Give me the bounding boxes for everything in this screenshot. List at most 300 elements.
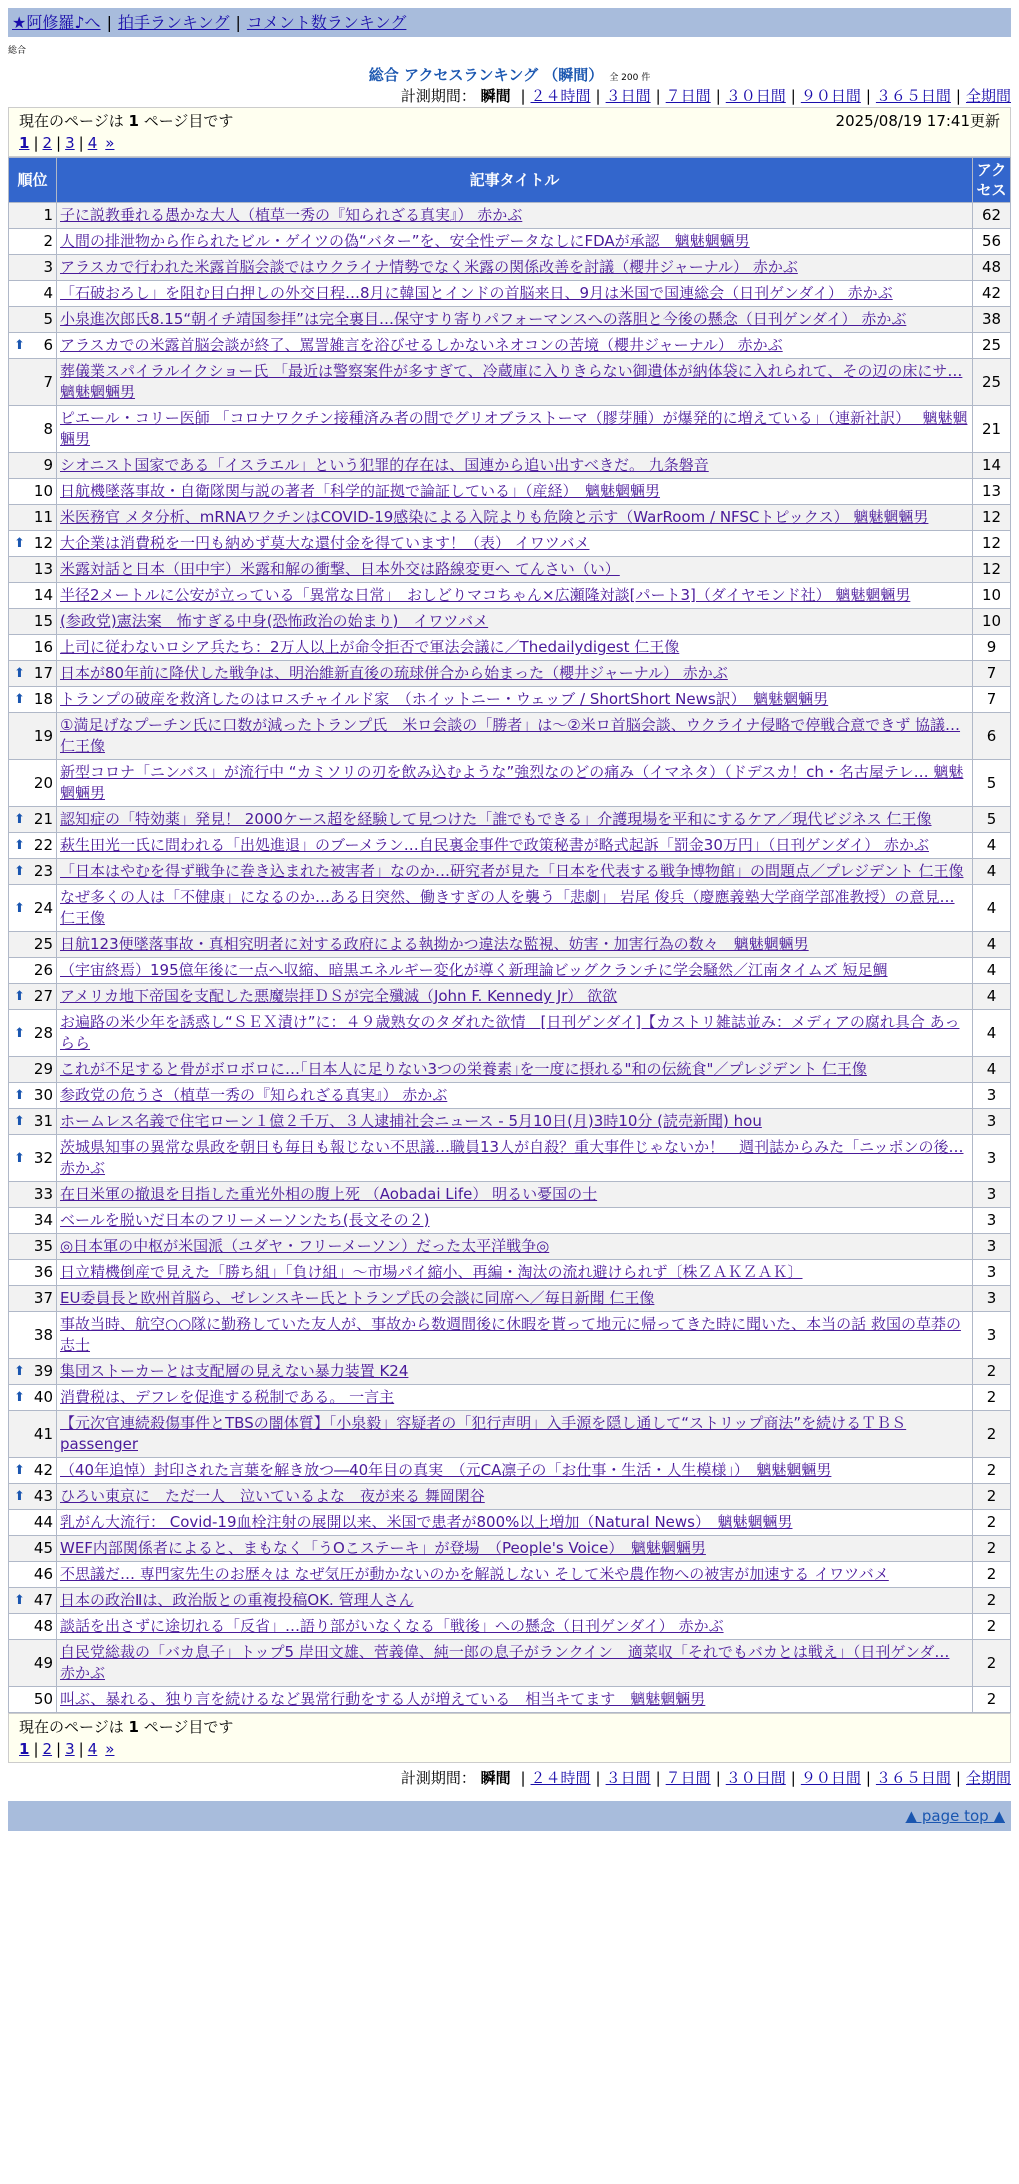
table-row [9, 958, 1011, 984]
rank-number: 9 [43, 456, 53, 474]
article-link[interactable]: ひろい東京に ただ一人 泣いているよな 夜が来る 舞岡閑谷 [60, 1487, 485, 1505]
access-count: 5 [973, 807, 1011, 833]
table-row [9, 984, 1011, 1010]
separator: | [790, 1769, 796, 1787]
rank-cell [9, 359, 57, 406]
period-option-link[interactable]: ７日間 [665, 87, 711, 105]
access-count: 5 [973, 760, 1011, 807]
col-title-header: 記事タイトル [57, 158, 973, 203]
table-row [9, 1286, 1011, 1312]
table-row [9, 1359, 1011, 1385]
rank-cell [9, 984, 57, 1010]
article-link[interactable]: お遍路の米少年を誘惑し“ＳＥＸ漬け”に：４９歳熟女のタダれた欲情 [日刊ゲンダイ]【カストリ雑誌並み：メディアの腐れ具合 あっらら [60, 1013, 960, 1052]
ranking-table-body [9, 203, 1011, 1713]
page-info-box-top [8, 107, 1011, 157]
title-cell [57, 505, 973, 531]
rank-cell [9, 229, 57, 255]
rank-number: 34 [33, 1211, 53, 1229]
article-link[interactable]: ①満足げなプーチン氏に口数が減ったトランプ氏 米ロ会談の「勝者」は～②米ロ首脳会談、ウクライナ侵略で停戦合意できず 協議… 仁王像 [60, 716, 961, 755]
rank-number: 10 [33, 482, 53, 500]
rank-number: 27 [33, 987, 53, 1005]
article-link[interactable]: 新型コロナ「ニンバス」が流行中 “カミソリの刃を飲み込むような”強烈なのどの痛み（イマネタ）（ドデスカ！ch・名古屋テレ… 魑魅魍魎男 [60, 763, 964, 802]
table-row [9, 1208, 1011, 1234]
period-option-link[interactable]: ３日間 [605, 1769, 651, 1787]
access-count: 9 [973, 635, 1011, 661]
title-cell [57, 1588, 973, 1614]
separator: | [655, 87, 661, 105]
table-header-row [9, 158, 1011, 203]
access-count: 13 [973, 479, 1011, 505]
title-cell [57, 833, 973, 859]
page-link[interactable]: 3 [65, 134, 75, 152]
table-row [9, 713, 1011, 760]
rank-cell [9, 557, 57, 583]
rank-number: 33 [33, 1185, 53, 1203]
table-row [9, 1312, 1011, 1359]
separator: | [595, 87, 601, 105]
title-cell [57, 1562, 973, 1588]
access-count: 3 [973, 1312, 1011, 1359]
rank-number: 1 [43, 206, 53, 224]
article-link[interactable]: ホームレス名義で住宅ローン１億２千万、３人逮捕社会ニュース - 5月10日(月)3時10分 (読売新聞) hou [60, 1112, 762, 1130]
access-count: 3 [973, 1234, 1011, 1260]
rank-number: 11 [33, 508, 53, 526]
table-row [9, 635, 1011, 661]
page-title-line [8, 65, 1011, 85]
table-row [9, 406, 1011, 453]
separator: | [955, 87, 961, 105]
period-option-link[interactable]: ３６５日間 [875, 87, 951, 105]
article-link[interactable]: 日航123便墜落事故・真相究明者に対する政府による執拗かつ違法な監視、妨害・加害行為の数々 魑魅魍魎男 [60, 935, 809, 953]
article-link[interactable]: 小泉進次郎氏8.15“朝イチ靖国参拝”は完全裏目…保守すり寄りパフォーマンスへの落胆と今後の懸念（日刊ゲンダイ） 赤かぶ [60, 310, 907, 328]
table-row [9, 307, 1011, 333]
rank-number: 50 [33, 1690, 53, 1708]
rank-up-arrow-icon: ⬆ [14, 1390, 25, 1405]
article-link[interactable]: 集団ストーカーとは支配層の見えない暴力装置 K24 [60, 1362, 409, 1380]
title-cell [57, 807, 973, 833]
ranking-table [8, 157, 1011, 1713]
rank-number: 36 [33, 1263, 53, 1281]
table-row [9, 859, 1011, 885]
article-link[interactable]: 「日本はやむを得ず戦争に巻き込まれた被害者」なのか…研究者が見た「日本を代表する戦争博物館」の問題点／プレジデント 仁王像 [60, 862, 964, 880]
table-row [9, 1083, 1011, 1109]
rank-number: 37 [33, 1289, 53, 1307]
title-cell [57, 229, 973, 255]
title-cell [57, 307, 973, 333]
access-count: 2 [973, 1458, 1011, 1484]
period-option-link[interactable]: ２４時間 [530, 1769, 591, 1787]
article-link[interactable]: 葬儀業スパイラルイクショー氏 「最近は警察案件が多すぎて、冷蔵庫に入りきらない御遺体が納体袋に入れられて、その辺の床にサ… 魑魅魍魎男 [60, 362, 963, 401]
rank-up-arrow-icon: ⬆ [14, 1364, 25, 1379]
period-option-link[interactable]: ２４時間 [530, 87, 591, 105]
rank-cell [9, 1385, 57, 1411]
rank-cell [9, 406, 57, 453]
title-cell [57, 1208, 973, 1234]
article-link[interactable]: 日航機墜落事故・自衛隊関与説の著者「科学的証拠で論証している」（産経） 魑魅魍魎男 [60, 482, 661, 500]
title-cell [57, 1083, 973, 1109]
page-link[interactable]: 3 [65, 1740, 75, 1758]
table-row [9, 1640, 1011, 1687]
rank-number: 3 [43, 258, 53, 276]
table-row [9, 1010, 1011, 1057]
article-link[interactable]: 認知症の「特効薬」発見！ 2000ケース超を経験して見つけた「誰でもできる」介護現場を平和にするケア／現代ビジネス 仁王像 [60, 810, 932, 828]
access-count: 4 [973, 932, 1011, 958]
rank-cell [9, 1182, 57, 1208]
clap-ranking-link[interactable]: 拍手ランキング [117, 13, 230, 32]
table-row [9, 1687, 1011, 1713]
rank-up-arrow-icon: ⬆ [14, 666, 25, 681]
title-cell [57, 1057, 973, 1083]
pagination [19, 132, 1000, 154]
article-link[interactable]: 半径2メートルに公安が立っている「異常な日常」 おしどりマコちゃん×広瀬隆対談[パート3]（ダイヤモンド社） 魑魅魍魎男 [60, 586, 911, 604]
rank-up-arrow-icon: ⬆ [14, 1088, 25, 1103]
rank-number: 48 [33, 1617, 53, 1635]
article-link[interactable]: トランプの破産を救済したのはロスチャイルド家 （ホイットニー・ウェッブ / ShortShort News訳） 魑魅魍魎男 [60, 690, 829, 708]
rank-cell [9, 1057, 57, 1083]
rank-cell [9, 531, 57, 557]
rank-cell [9, 932, 57, 958]
table-row [9, 1614, 1011, 1640]
rank-up-arrow-icon: ⬆ [14, 838, 25, 853]
rank-number: 39 [33, 1362, 53, 1380]
access-count: 2 [973, 1687, 1011, 1713]
article-link[interactable]: 子に説教垂れる愚かな大人（植草一秀の『知られざる真実』） 赤かぶ [60, 206, 523, 224]
rank-up-arrow-icon: ⬆ [14, 864, 25, 879]
title-cell [57, 958, 973, 984]
rank-number: 30 [33, 1086, 53, 1104]
period-option-link[interactable]: 全期間 [965, 1769, 1011, 1787]
title-cell [57, 687, 973, 713]
table-row [9, 1411, 1011, 1458]
table-row [9, 583, 1011, 609]
separator: | [56, 134, 62, 152]
table-row [9, 1057, 1011, 1083]
rank-cell [9, 1312, 57, 1359]
access-count: 3 [973, 1109, 1011, 1135]
separator: | [33, 134, 39, 152]
pagination [19, 1738, 1000, 1760]
rank-cell [9, 1484, 57, 1510]
rank-number: 25 [33, 935, 53, 953]
access-count: 2 [973, 1614, 1011, 1640]
article-link[interactable]: 談話を出さずに途切れる「反省」…語り部がいなくなる「戦後」への懸念（日刊ゲンダイ） 赤かぶ [60, 1617, 724, 1635]
title-cell [57, 1458, 973, 1484]
article-link[interactable]: 消費税は、デフレを促進する税制である。 一言主 [60, 1388, 395, 1406]
article-link[interactable]: 萩生田光一氏に問われる「出処進退」のブーメラン…自民裏金事件で政策秘書が略式起訴「罰金30万円」（日刊ゲンダイ） 赤かぶ [60, 836, 929, 854]
table-row [9, 1234, 1011, 1260]
next-page-link[interactable]: » [105, 1740, 115, 1758]
access-count: 3 [973, 1260, 1011, 1286]
access-count: 3 [973, 1286, 1011, 1312]
title-cell [57, 203, 973, 229]
table-row [9, 1385, 1011, 1411]
article-link[interactable]: EU委員長と欧州首脳ら、ゼレンスキー氏とトランプ氏の会談に同席へ／毎日新聞 仁王像 [60, 1289, 655, 1307]
title-cell [57, 1640, 973, 1687]
article-link[interactable]: 米医務官 メタ分析、mRNAワクチンはCOVID-19感染による入院よりも危険と示す（WarRoom / NFSCトピックス） 魑魅魍魎男 [60, 508, 929, 526]
rank-cell [9, 1010, 57, 1057]
access-count: 14 [973, 453, 1011, 479]
table-row [9, 1536, 1011, 1562]
next-page-link[interactable]: » [105, 134, 115, 152]
article-link[interactable]: ベールを脱いだ日本のフリーメーソンたち(長文その２) [60, 1211, 430, 1229]
rank-cell [9, 1135, 57, 1182]
title-cell [57, 479, 973, 505]
table-row [9, 453, 1011, 479]
period-selector-bottom [8, 1767, 1011, 1789]
rank-cell [9, 1510, 57, 1536]
access-count: 2 [973, 1385, 1011, 1411]
rank-cell [9, 1562, 57, 1588]
rank-number: 44 [33, 1513, 53, 1531]
access-count: 3 [973, 1208, 1011, 1234]
article-link[interactable]: アラスカでの米露首脳会談が終了、罵詈雑言を浴びせるしかないネオコンの苦境（櫻井ジャーナル） 赤かぶ [60, 336, 783, 354]
rank-cell [9, 255, 57, 281]
article-link[interactable]: 在日米軍の撤退を目指した重光外相の腹上死 （Aobadai Life） 明るい憂国の士 [60, 1185, 598, 1203]
rank-cell [9, 958, 57, 984]
page-info-row [19, 1716, 1000, 1738]
current-page-text: 現在のページは 1 ページ目です [19, 112, 234, 130]
table-row [9, 229, 1011, 255]
article-link[interactable]: 日立精機倒産で見えた「勝ち組」「負け組」～市場パイ縮小、再編・淘汰の流れ避けられず〔株ＺＡＫＺＡＫ〕 [60, 1263, 803, 1281]
page-top-link[interactable]: ▲ page top ▲ [905, 1807, 1005, 1825]
access-count: 7 [973, 687, 1011, 713]
rank-number: 20 [33, 773, 53, 792]
rank-number: 40 [33, 1388, 53, 1406]
article-link[interactable]: （宇宙終焉）195億年後に一点へ収縮、暗黒エネルギー変化が導く新理論ビッグクランチに学会騒然／江南タイムズ 短足鯛 [60, 961, 888, 979]
article-link[interactable]: 参政党の危うさ（植草一秀の『知られざる真実』） 赤かぶ [60, 1086, 448, 1104]
rank-number: 17 [33, 664, 53, 682]
separator: | [33, 1740, 39, 1758]
title-cell [57, 1109, 973, 1135]
rank-cell [9, 505, 57, 531]
article-link[interactable]: 米露対話と日本（田中宇）米露和解の衝撃、日本外交は路線変更へ てんさい（い） [60, 560, 620, 578]
rank-number: 23 [33, 862, 53, 880]
article-link[interactable]: これが不足すると骨がボロボロに…｢日本人に足りない3つの栄養素｣を一度に摂れる"和の伝統食"／プレジデント 仁王像 [60, 1060, 867, 1078]
access-count: 2 [973, 1484, 1011, 1510]
access-count: 4 [973, 885, 1011, 932]
rank-number: 26 [33, 961, 53, 979]
article-link[interactable]: シオニスト国家である「イスラエル」という犯罪的存在は、国連から追い出すべきだ。 九条磐音 [60, 456, 709, 474]
rank-number: 49 [33, 1653, 53, 1672]
access-count: 42 [973, 281, 1011, 307]
rank-number: 47 [33, 1591, 53, 1609]
article-link[interactable]: 【元次官連続殺傷事件とTBSの闇体質】「小泉毅」容疑者の「犯行声明」入手源を隠し通して“ストリップ商法”を続けるＴＢＳ passenger [60, 1414, 907, 1453]
title-cell [57, 984, 973, 1010]
rank-number: 6 [43, 336, 53, 354]
rank-number: 18 [33, 690, 53, 708]
article-link[interactable]: なぜ多くの人は「不健康」になるのか…ある日突然、働きすぎの人を襲う「悲劇」 岩尾 俊兵（慶應義塾大学商学部准教授）の意見… 仁王像 [60, 888, 955, 927]
access-count: 62 [973, 203, 1011, 229]
rank-number: 35 [33, 1237, 53, 1255]
table-row [9, 609, 1011, 635]
title-cell [57, 1010, 973, 1057]
period-current: 瞬間 [480, 87, 511, 105]
table-row [9, 1588, 1011, 1614]
period-option-link[interactable]: ９０日間 [800, 1769, 861, 1787]
access-count: 2 [973, 1562, 1011, 1588]
title-cell [57, 1614, 973, 1640]
separator: | [106, 13, 112, 32]
col-access-header: アクセス [973, 158, 1011, 203]
separator: | [78, 134, 84, 152]
article-link[interactable]: 事故当時、航空○○隊に勤務していた友人が、事故から数週間後に休暇を貰って地元に帰ってきた時に聞いた、本当の話 救国の草莽の志士 [60, 1315, 961, 1354]
table-row [9, 1182, 1011, 1208]
access-count: 48 [973, 255, 1011, 281]
rank-cell [9, 1458, 57, 1484]
rank-cell [9, 859, 57, 885]
page-link[interactable]: 2 [42, 134, 53, 152]
article-link[interactable]: アラスカで行われた米露首脳会談ではウクライナ情勢でなく米露の関係改善を討議（櫻井ジャーナル） 赤かぶ [60, 258, 798, 276]
rank-number: 46 [33, 1565, 53, 1583]
title-cell [57, 1260, 973, 1286]
title-cell [57, 859, 973, 885]
rank-cell [9, 583, 57, 609]
article-link[interactable]: 乳がん大流行： Covid-19血栓注射の展開以来、米国で患者が800%以上増加（Natural News） 魑魅魍魎男 [60, 1513, 793, 1531]
table-row [9, 807, 1011, 833]
access-count: 4 [973, 1010, 1011, 1057]
article-link[interactable]: 人間の排泄物から作られたビル・ゲイツの偽“バター”を、安全性データなしにFDAが承認 魑魅魍魎男 [60, 232, 750, 250]
access-count: 2 [973, 1359, 1011, 1385]
title-cell [57, 1312, 973, 1359]
page-info-box-bottom [8, 1713, 1011, 1763]
separator: | [790, 87, 796, 105]
title-cell [57, 1411, 973, 1458]
table-row [9, 203, 1011, 229]
separator: | [655, 1769, 661, 1787]
rank-cell [9, 1083, 57, 1109]
bottom-bar [8, 1801, 1011, 1831]
access-count: 10 [973, 609, 1011, 635]
table-row [9, 333, 1011, 359]
updated-timestamp: 2025/08/19 17:41更新 [835, 112, 1000, 130]
table-row [9, 932, 1011, 958]
separator: | [715, 1769, 721, 1787]
title-cell [57, 932, 973, 958]
article-link[interactable]: 日本が80年前に降伏した戦争は、明治維新直後の琉球併合から始まった（櫻井ジャーナル） 赤かぶ [60, 664, 728, 682]
access-count: 2 [973, 1510, 1011, 1536]
title-cell [57, 1286, 973, 1312]
rank-number: 22 [33, 836, 53, 854]
rank-cell [9, 1588, 57, 1614]
table-row [9, 281, 1011, 307]
rank-number: 38 [33, 1325, 53, 1344]
access-count: 7 [973, 661, 1011, 687]
table-row [9, 1109, 1011, 1135]
separator: | [56, 1740, 62, 1758]
comment-ranking-link[interactable]: コメント数ランキング [246, 13, 407, 32]
rank-up-arrow-icon: ⬆ [14, 1150, 25, 1166]
article-link[interactable]: ピエール・コリー医師 「コロナワクチン接種済み者の間でグリオブラストーマ（膠芽腫）が爆発的に増えている」（連新社訳） 魑魅魍魎男 [60, 409, 968, 448]
page-link[interactable]: 4 [87, 1740, 98, 1758]
rank-up-arrow-icon: ⬆ [14, 692, 25, 707]
period-option-link[interactable]: ３０日間 [725, 1769, 786, 1787]
table-row [9, 687, 1011, 713]
separator: | [235, 13, 241, 32]
article-link[interactable]: 日本の政治Ⅱは、政治版との重複投稿OK. 管理人さん [60, 1591, 414, 1609]
period-options [515, 1769, 1011, 1787]
article-link[interactable]: 不思議だ… 専門家先生のお歴々は なぜ気圧が動かないのかを解説しない そして米や農作物への被害が加速する イワツバメ [60, 1565, 889, 1583]
table-row [9, 1510, 1011, 1536]
table-row [9, 505, 1011, 531]
rank-up-arrow-icon: ⬆ [14, 1025, 25, 1041]
article-link[interactable]: 茨城県知事の異常な県政を朝日も毎日も報じない不思議…職員13人が自殺？重大事件じゃないか！ 週刊誌からみた「ニッポンの後… 赤かぶ [60, 1138, 964, 1177]
title-cell [57, 281, 973, 307]
access-count: 21 [973, 406, 1011, 453]
period-option-link[interactable]: ３６５日間 [875, 1769, 951, 1787]
rank-number: 31 [33, 1112, 53, 1130]
access-count: 38 [973, 307, 1011, 333]
rank-up-arrow-icon: ⬆ [14, 812, 25, 827]
page-link[interactable]: 2 [42, 1740, 53, 1758]
rank-number: 29 [33, 1060, 53, 1078]
rank-number: 14 [33, 586, 53, 604]
rank-cell [9, 807, 57, 833]
access-count: 6 [973, 713, 1011, 760]
title-cell [57, 1135, 973, 1182]
article-link[interactable]: (参政党)憲法案 怖すぎる中身(恐怖政治の始まり) イワツバメ [60, 612, 489, 630]
table-row [9, 531, 1011, 557]
period-option-link[interactable]: ３０日間 [725, 87, 786, 105]
period-current: 瞬間 [480, 1769, 511, 1787]
rank-cell [9, 1234, 57, 1260]
access-count: 4 [973, 1057, 1011, 1083]
page-link[interactable]: 1 [19, 1740, 30, 1758]
rank-up-arrow-icon: ⬆ [14, 338, 25, 353]
table-row [9, 1562, 1011, 1588]
access-count: 3 [973, 1083, 1011, 1109]
table-row [9, 833, 1011, 859]
access-count: 10 [973, 583, 1011, 609]
rank-cell [9, 885, 57, 932]
rank-cell [9, 453, 57, 479]
article-link[interactable]: アメリカ地下帝国を支配した悪魔崇拝ＤＳが完全殲滅（John F. Kennedy Jr） 欲欲 [60, 987, 618, 1005]
title-cell [57, 1536, 973, 1562]
rank-number: 19 [33, 726, 53, 745]
access-count: 3 [973, 1135, 1011, 1182]
article-link[interactable]: 上司に従わないロシア兵たち：2万人以上が命令拒否で軍法会議に／Thedailydigest 仁王像 [60, 638, 680, 656]
access-count: 4 [973, 984, 1011, 1010]
period-option-link[interactable]: ７日間 [665, 1769, 711, 1787]
article-link[interactable]: 自民党総裁の「バカ息子」トップ5 岸田文雄、菅義偉、純一郎の息子がランクイン 適菜収「それでもバカとは戦え」（日刊ゲンダ… 赤かぶ [60, 1643, 950, 1682]
period-option-link[interactable]: 全期間 [965, 87, 1011, 105]
rank-number: 12 [33, 534, 53, 552]
rank-number: 8 [43, 419, 53, 438]
period-option-link[interactable]: ９０日間 [800, 87, 861, 105]
rank-cell [9, 713, 57, 760]
article-link[interactable]: 叫ぶ、暴れる、独り言を続けるなど異常行動をする人が増えている 相当キてます 魑魅魍魎男 [60, 1690, 706, 1708]
rank-number: 13 [33, 560, 53, 578]
article-link[interactable]: WEF内部関係者によると、まもなく「うOこステーキ」が登場 （People's Voice） 魑魅魍魎男 [60, 1539, 706, 1557]
rank-cell [9, 1208, 57, 1234]
period-option-link[interactable]: ３日間 [605, 87, 651, 105]
access-count: 12 [973, 531, 1011, 557]
home-link[interactable]: ★阿修羅♪へ [12, 13, 101, 32]
article-link[interactable]: 「石破おろし」を阻む目白押しの外交日程…8月に韓国とインドの首脳来日、9月は米国で国連総会（日刊ゲンダイ） 赤かぶ [60, 284, 893, 302]
article-link[interactable]: 大企業は消費税を一円も納めず莫大な還付金を得ています！（表） イワツバメ [60, 534, 590, 552]
rank-cell [9, 479, 57, 505]
page-link[interactable]: 1 [19, 134, 30, 152]
article-link[interactable]: ◎日本軍の中枢が米国派（ユダヤ・フリーメーソン）だった太平洋戦争◎ [60, 1237, 550, 1255]
separator: | [865, 87, 871, 105]
article-link[interactable]: （40年追悼）封印された言葉を解き放つ―40年目の真実 （元CA凛子の「お仕事・生活・人生模様」） 魑魅魍魎男 [60, 1461, 832, 1479]
title-cell [57, 885, 973, 932]
page-link[interactable]: 4 [87, 134, 98, 152]
rank-number: 5 [43, 310, 53, 328]
access-count: 56 [973, 229, 1011, 255]
col-rank-header: 順位 [9, 158, 57, 203]
title-cell [57, 1234, 973, 1260]
access-count: 2 [973, 1588, 1011, 1614]
